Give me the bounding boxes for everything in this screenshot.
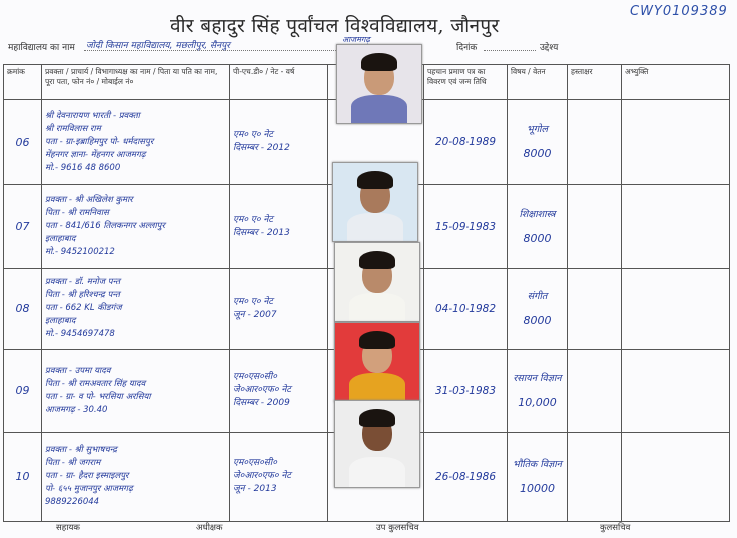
detail-line: प्रवक्ता - उपमा यादव (45, 365, 111, 376)
row-details (42, 349, 230, 432)
detail-line: श्री रामविलास राम (45, 123, 101, 134)
detail-line: पता - ग्रा- हैदरा इस्माइलपुर (45, 471, 129, 482)
reference-number: CWY0109389 (630, 4, 728, 19)
detail-line: पता - 662 KL कीडगंज (45, 303, 122, 314)
row-dob: 15-09-1983 (424, 185, 508, 268)
row-sr: 08 (4, 268, 42, 349)
col-remarks: अभ्युक्ति (622, 65, 730, 100)
col-dob: पहचान प्रमाण पत्र का विवरण एवं जन्म तिथि (424, 65, 508, 100)
row-subject (508, 349, 568, 432)
qual-line: एम० ए० नेट (233, 130, 273, 141)
col-sr: क्रमांक (4, 65, 42, 100)
row-signature (568, 268, 622, 349)
detail-line: इलाहाबाद (45, 234, 76, 244)
detail-line: पता - ग्रा-इब्राहिमपुर पो- धर्मदासपुर (45, 136, 154, 147)
col-qualification: पी-एच.डी० / नेट - वर्ष (230, 65, 328, 100)
row-remarks (622, 100, 730, 185)
row-remarks (622, 268, 730, 349)
row-subject (508, 432, 568, 521)
salary: 8000 (523, 231, 552, 245)
footer-superintendent: अधीक्षक (196, 523, 223, 533)
college-label: महाविद्यालय का नाम (8, 43, 75, 53)
row-qualification (230, 432, 328, 521)
detail-line: पिता - श्री जगराम (45, 458, 101, 469)
row-remarks (622, 432, 730, 521)
detail-line: आजमगढ़ - 30.40 (45, 404, 108, 415)
purpose-label: उद्देश्य (540, 43, 559, 53)
footer-deputy-registrar: उप कुलसचिव (376, 523, 419, 533)
row-subject (508, 100, 568, 185)
passport-photo (332, 162, 418, 242)
row-remarks (622, 349, 730, 432)
row-sr: 09 (4, 349, 42, 432)
row-sr: 07 (4, 185, 42, 268)
row-subject (508, 185, 568, 268)
subject-name: भौतिक विज्ञान (513, 458, 562, 470)
row-dob: 31-03-1983 (424, 349, 508, 432)
passport-photo (334, 400, 420, 488)
detail-line: पता - 841/616 तिलकनगर अल्लापुर (45, 221, 165, 231)
row-dob: 26-08-1986 (424, 432, 508, 521)
row-qualification (230, 268, 328, 349)
detail-line: श्री देवनारायण भारती - प्रवक्ता (45, 110, 140, 121)
detail-line: मो.- 9452100212 (45, 247, 115, 257)
detail-line: पो- ६५५ मुजानपुर आजमगढ़ (45, 484, 133, 495)
row-dob: 20-08-1989 (424, 100, 508, 185)
detail-line: प्रवक्ता - श्री अखिलेश कुमार (45, 195, 133, 205)
qual-line: एम० ए० नेट (233, 214, 273, 225)
detail-line: पिता - श्री रामअवतार सिंह यादव (45, 378, 146, 389)
date-label: दिनांक (456, 43, 478, 53)
col-signature: हस्ताक्षर (568, 65, 622, 100)
qual-line: जून - 2013 (233, 484, 277, 495)
detail-line: प्रवक्ता - श्री सुभाषचन्द्र (45, 445, 117, 456)
row-signature (568, 185, 622, 268)
detail-line: मेंहनगर ज्ञाना- मेंहनगर आजमगढ़ (45, 149, 146, 160)
district-note: आजमगढ़ (342, 35, 370, 44)
row-details (42, 185, 230, 268)
qual-line: जे०आर०एफ० नेट (233, 385, 291, 396)
row-details (42, 268, 230, 349)
qual-line: एम०एस०सी० (233, 372, 277, 383)
detail-line: पता - ग्रा- व पो- भरसिया अरसिया (45, 391, 151, 402)
subject-name: रसायन विज्ञान (513, 372, 562, 384)
university-title: वीर बहादुर सिंह पूर्वांचल विश्वविद्यालय, जौनपुर (170, 15, 500, 37)
detail-line: पिता - श्री रामनिवास (45, 208, 109, 218)
row-details (42, 100, 230, 185)
salary: 10,000 (518, 395, 557, 409)
detail-line: इलाहाबाद (45, 316, 76, 327)
subject-name: संगीत (527, 290, 548, 302)
row-sr: 06 (4, 100, 42, 185)
qual-line: दिसम्बर - 2012 (233, 143, 290, 154)
qual-line: जून - 2007 (233, 309, 277, 320)
salary: 8000 (523, 147, 552, 161)
salary: 8000 (523, 313, 552, 327)
passport-photo (336, 44, 422, 124)
row-subject (508, 268, 568, 349)
col-details: प्रवक्ता / प्राचार्य / विभागाध्यक्ष का नाम / पिता या पति का नाम, पूरा पता, फोन नं० / मोबाईल नं० (42, 65, 230, 100)
subject-name: भूगोल (527, 124, 548, 136)
qual-line: जे०आर०एफ० नेट (233, 471, 291, 482)
col-subject: विषय / वेतन (508, 65, 568, 100)
footer-registrar: कुलसचिव (600, 523, 631, 533)
college-name: जोदी किसान महाविद्यालय, मछलीपुर, सैनपुर (86, 41, 230, 51)
row-qualification (230, 185, 328, 268)
detail-line: पिता - श्री हरिश्चन्द्र पन्त (45, 290, 120, 301)
detail-line: 9889226044 (45, 497, 100, 508)
row-qualification (230, 100, 328, 185)
college-dotline (84, 50, 342, 51)
row-signature (568, 432, 622, 521)
qual-line: दिसम्बर - 2013 (233, 227, 290, 238)
subject-name: शिक्षाशास्त्र (519, 208, 556, 220)
row-sr: 10 (4, 432, 42, 521)
detail-line: मो.- 9616 48 8600 (45, 162, 121, 173)
qual-line: एम० ए० नेट (233, 296, 273, 307)
footer-assistant: सहायक (56, 523, 80, 533)
row-qualification (230, 349, 328, 432)
date-dotline (484, 50, 536, 51)
row-details (42, 432, 230, 521)
passport-photo (334, 322, 420, 402)
passport-photo (334, 242, 420, 322)
row-signature (568, 349, 622, 432)
detail-line: मो.- 9454697478 (45, 329, 115, 340)
row-dob: 04-10-1982 (424, 268, 508, 349)
salary: 10000 (520, 481, 555, 495)
row-remarks (622, 185, 730, 268)
detail-line: प्रवक्ता - डॉ. मनोज पन्त (45, 277, 121, 288)
qual-line: दिसम्बर - 2009 (233, 398, 290, 409)
row-signature (568, 100, 622, 185)
qual-line: एम०एस०सी० (233, 458, 277, 469)
